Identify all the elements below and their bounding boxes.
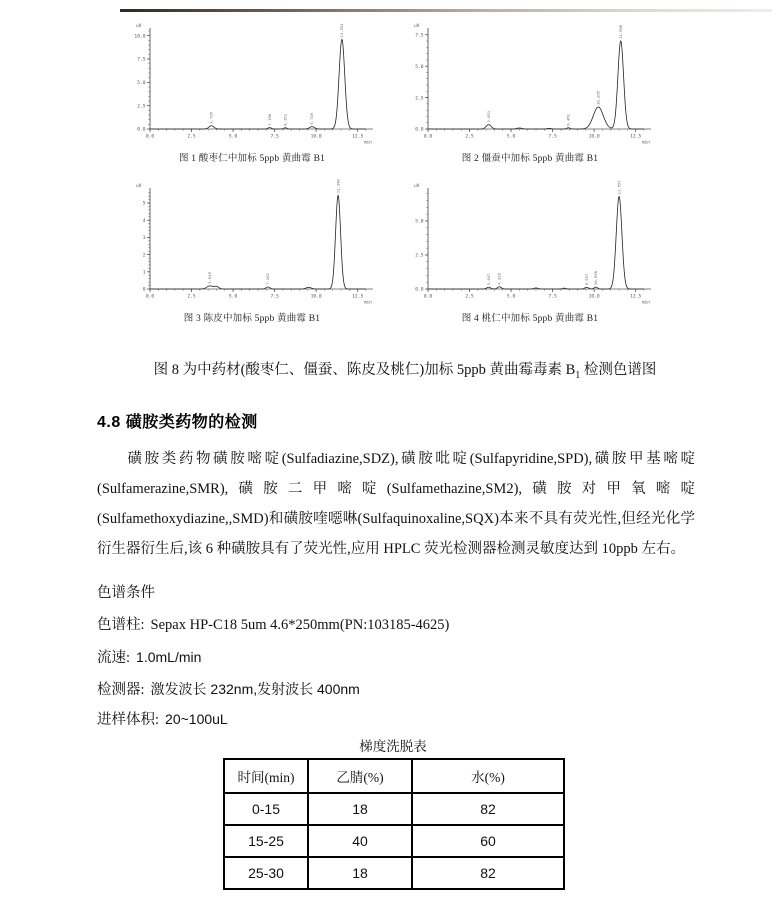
svg-text:5.0: 5.0: [415, 219, 424, 225]
svg-text:9.749: 9.749: [309, 112, 315, 125]
svg-text:0: 0: [142, 287, 146, 293]
top-rule: [120, 9, 772, 12]
condition-detector: [97, 678, 360, 699]
condition-value: 20~100uL: [165, 711, 228, 727]
svg-text:7.198: 7.198: [266, 113, 272, 126]
gradient-table-title: 梯度洗脱表: [359, 739, 427, 754]
svg-text:3.647: 3.647: [485, 273, 491, 286]
svg-text:2: 2: [142, 253, 146, 259]
figure-8-caption-text: 图 8 为中药材(酸枣仁、僵蚕、陈皮及桃仁)加标 5ppb 黄曲霉毒素 B: [153, 362, 576, 378]
table-row: [224, 825, 564, 857]
svg-text:min: min: [364, 300, 372, 306]
condition-flow-rate: [97, 646, 201, 667]
table-row: [224, 857, 564, 889]
svg-text:10.0: 10.0: [588, 134, 600, 140]
svg-text:8.151: 8.151: [282, 114, 288, 126]
svg-text:uV: uV: [136, 24, 142, 29]
svg-text:11.551: 11.551: [339, 23, 345, 38]
figure-4-caption: 图 4 桃仁中加标 5ppb 黄曲霉 B1: [461, 314, 599, 324]
condition-column: [97, 613, 449, 634]
gradient-elution-table: [223, 758, 565, 890]
svg-text:2.5: 2.5: [415, 253, 424, 259]
svg-text:10.0: 10.0: [310, 134, 322, 140]
figure-1-caption: 图 1 酸枣仁中加标 5ppb 黄曲霉 B1: [178, 154, 326, 164]
svg-text:min: min: [364, 140, 372, 146]
svg-text:10.265: 10.265: [595, 90, 601, 105]
table-cell: 60: [412, 825, 564, 857]
table-cell: 40: [308, 825, 412, 857]
figure-2-caption: 图 2 僵蚕中加标 5ppb 黄曲霉 B1: [461, 154, 599, 164]
svg-text:11.557: 11.557: [616, 180, 622, 195]
svg-text:0.0: 0.0: [137, 127, 146, 133]
svg-text:5.0: 5.0: [228, 134, 238, 140]
svg-text:0.0: 0.0: [423, 294, 433, 300]
svg-text:2.5: 2.5: [137, 104, 146, 110]
figure-2-chromatogram: [404, 22, 656, 164]
chromatogram-plot-1: [126, 22, 378, 146]
chromatogram-plot-3: [126, 179, 378, 306]
svg-text:12.5: 12.5: [352, 134, 364, 140]
figure-8-caption-subscript: 1: [575, 369, 581, 381]
col-header-acetonitrile: 乙腈(%): [308, 759, 412, 793]
svg-text:min: min: [642, 300, 650, 306]
svg-text:5.0: 5.0: [228, 294, 238, 300]
condition-injection-volume: [97, 708, 228, 729]
svg-text:8.461: 8.461: [565, 113, 571, 126]
svg-text:0.0: 0.0: [145, 294, 155, 300]
svg-text:uV: uV: [136, 184, 142, 189]
condition-value: Sepax HP-C18 5um 4.6*250mm(PN:103185-4625): [150, 617, 450, 633]
svg-text:12.5: 12.5: [630, 294, 642, 300]
svg-text:2.5: 2.5: [187, 134, 196, 140]
body-paragraph: 磺胺类药物磺胺嘧啶(Sulfadiazine,SDZ),磺胺吡啶(Sulfapyridine,SPD),磺胺甲基嘧啶(Sulfamerazine,SMR),磺胺二甲嘧啶(Sulfamethazine,SM2),磺胺对甲氧嘧啶(Sulfamethoxydiazine,,SMD)和磺胺喹噁啉(Sulfaquinoxaline,SQX)本来不具有荧光性,但经光化学衍生器衍生后,该 6 种磺胺具有了荧光性,应用 HPLC 荧光检测器检测灵敏度达到 10ppb 左右。: [97, 451, 695, 557]
svg-text:7.5: 7.5: [548, 294, 557, 300]
condition-label: 进样体积:: [97, 712, 160, 728]
svg-text:uV: uV: [414, 24, 420, 29]
section-heading: 4.8 磺胺类药物的检测: [97, 414, 258, 431]
condition-label: 流速:: [97, 650, 131, 666]
col-header-time: 时间(min): [224, 759, 308, 793]
figure-3-chromatogram: [126, 179, 378, 324]
table-cell: 18: [308, 793, 412, 825]
svg-text:12.5: 12.5: [352, 294, 364, 300]
gradient-table-body: [224, 793, 564, 889]
svg-text:3.651: 3.651: [485, 110, 491, 123]
svg-text:10.0: 10.0: [134, 34, 146, 40]
svg-text:0.0: 0.0: [415, 287, 424, 293]
figure-1-chromatogram: [126, 22, 378, 164]
svg-text:3.619: 3.619: [207, 272, 212, 284]
figure-8-caption-tail: 检测色谱图: [580, 362, 657, 378]
table-cell: 0-15: [224, 793, 308, 825]
svg-text:min: min: [642, 140, 650, 146]
svg-text:10.0: 10.0: [588, 294, 600, 300]
svg-text:12.5: 12.5: [630, 134, 642, 140]
condition-value: 1.0mL/min: [136, 649, 202, 665]
figure-4-chromatogram: [404, 182, 656, 324]
svg-text:7.5: 7.5: [270, 294, 279, 300]
svg-text:2.5: 2.5: [465, 134, 474, 140]
svg-text:7.102: 7.102: [265, 273, 271, 285]
svg-text:0.0: 0.0: [145, 134, 155, 140]
svg-text:2.5: 2.5: [187, 294, 196, 300]
svg-text:5.0: 5.0: [415, 64, 424, 70]
table-cell: 25-30: [224, 857, 308, 889]
condition-label: 检测器:: [97, 682, 145, 698]
table-cell: 18: [308, 857, 412, 889]
chromatogram-plot-2: [404, 22, 656, 146]
figure-8-summary-caption: [0, 358, 776, 381]
svg-text:9.557: 9.557: [583, 273, 589, 286]
svg-text:2.5: 2.5: [465, 294, 474, 300]
chromatogram-plot-4: [404, 182, 656, 306]
table-header-row: [224, 759, 564, 793]
table-cell: 15-25: [224, 825, 308, 857]
svg-text:0.0: 0.0: [415, 127, 424, 133]
svg-text:3: 3: [142, 236, 146, 242]
svg-text:uV: uV: [414, 184, 420, 189]
table-cell: 82: [412, 857, 564, 889]
table-row: [224, 793, 564, 825]
svg-text:5.0: 5.0: [137, 81, 146, 87]
svg-text:7.5: 7.5: [270, 134, 279, 140]
svg-text:7.5: 7.5: [548, 134, 557, 140]
conditions-title: 色谱条件: [97, 585, 155, 601]
condition-value: 激发波长 232nm,发射波长 400nm: [150, 681, 360, 697]
table-cell: 82: [412, 793, 564, 825]
svg-text:5.0: 5.0: [506, 134, 516, 140]
condition-label: 色谱柱:: [97, 617, 145, 633]
svg-text:11.390: 11.390: [335, 179, 341, 194]
svg-text:0.0: 0.0: [423, 134, 433, 140]
svg-text:10.0: 10.0: [310, 294, 322, 300]
svg-text:3.705: 3.705: [208, 111, 214, 124]
figure-3-caption: 图 3 陈皮中加标 5ppb 黄曲霉 B1: [183, 314, 321, 324]
col-header-water: 水(%): [412, 759, 564, 793]
svg-text:5.0: 5.0: [506, 294, 516, 300]
svg-text:10.098: 10.098: [593, 271, 598, 286]
svg-text:4: 4: [142, 218, 146, 224]
svg-text:7.5: 7.5: [137, 57, 146, 63]
svg-text:2.5: 2.5: [415, 96, 424, 102]
svg-text:5: 5: [142, 201, 146, 207]
svg-text:4.329: 4.329: [496, 273, 502, 285]
svg-text:11.598: 11.598: [617, 25, 623, 40]
svg-text:1: 1: [142, 270, 146, 276]
svg-text:7.5: 7.5: [415, 33, 424, 39]
